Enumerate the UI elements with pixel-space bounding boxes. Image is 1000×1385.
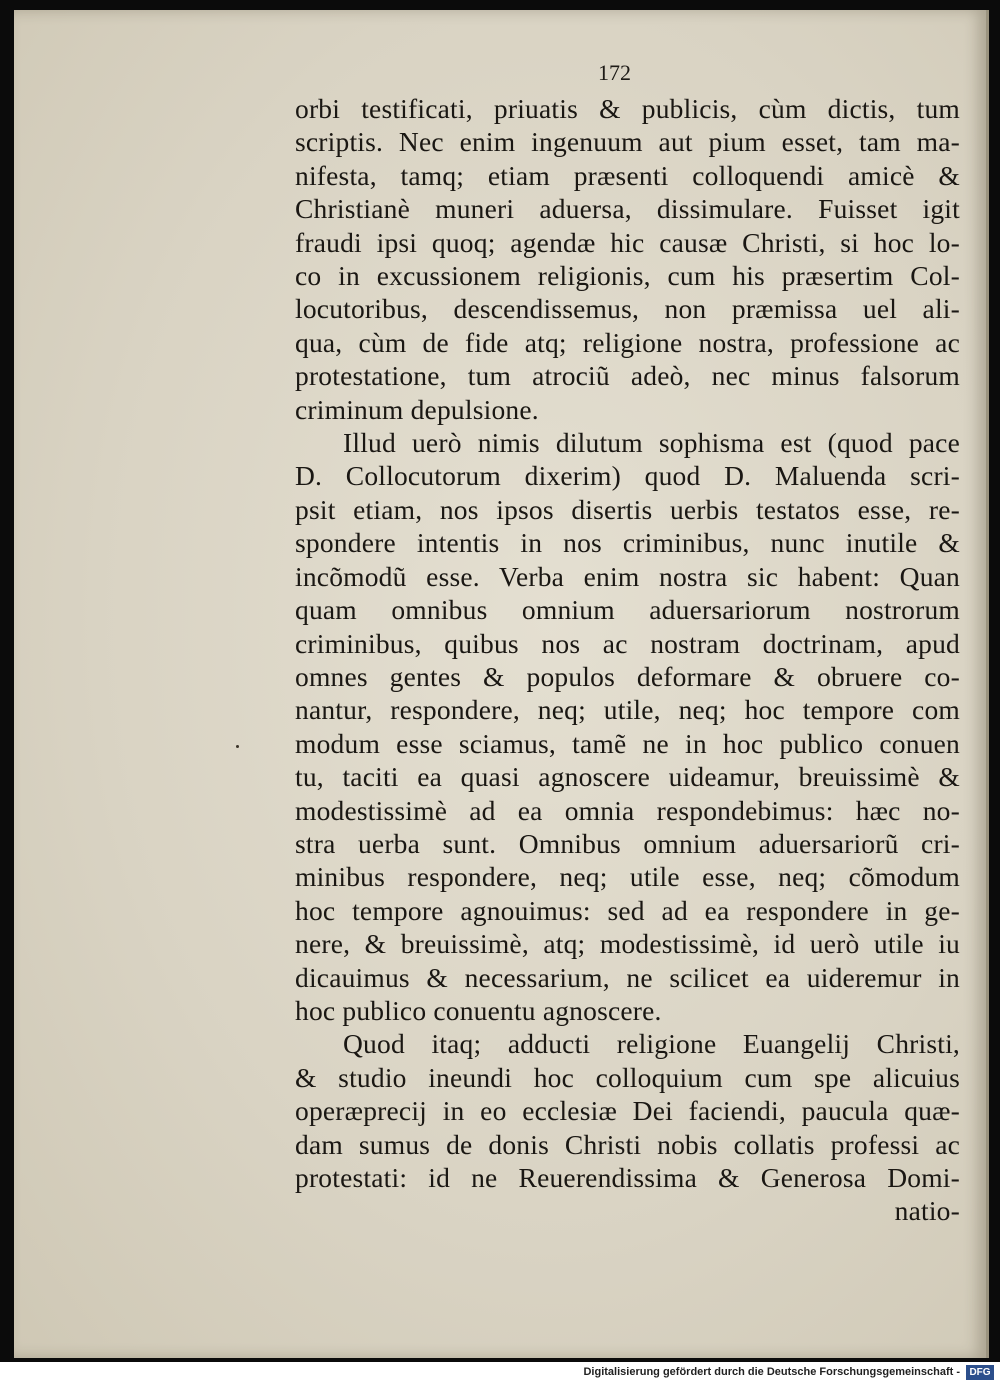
footer-bar	[0, 1362, 1000, 1385]
text-line: modum esse sciamus, tamẽ ne in hoc publico conuen	[295, 727, 960, 759]
text-line: minibus respondere, neq; utile esse, neq; cõmodum	[295, 861, 960, 893]
text-line: nifesta, tamq; etiam præsenti colloquendi amicè &	[295, 159, 960, 191]
text-line: qua, cùm de fide atq; religione nostra, professione ac	[295, 326, 960, 358]
text-line: fraudi ipsi quoq; agendæ hic causæ Christi, si hoc lo-	[295, 226, 960, 258]
paragraph-start-line: Quod itaq; adducti religione Euangelij Christi,	[343, 1028, 960, 1060]
text-line: co in excussionem religionis, cum his præsertim Col-	[295, 260, 960, 292]
dfg-logo: DFG	[966, 1365, 994, 1380]
text-line: psit etiam, nos ipsos disertis uerbis testatos esse, re-	[295, 493, 960, 525]
catchword: natio-	[894, 1195, 960, 1227]
text-line: criminibus, quibus nos ac nostram doctrinam, apud	[295, 627, 960, 659]
text-line: spondere intentis in nos criminibus, nunc inutile &	[295, 527, 960, 559]
text-line: dicauimus & necessarium, ne scilicet ea uideremur in	[295, 961, 960, 993]
text-line: locutoribus, descendissemus, non præmissa uel ali-	[295, 293, 960, 325]
text-line: orbi testificati, priuatis & publicis, cùm dictis, tum	[295, 93, 960, 124]
text-line: incõmodũ esse. Verba enim nostra sic habent: Quan	[295, 560, 960, 592]
text-line: protestatione, tum atrociũ adeò, nec minus falsorum	[295, 360, 960, 392]
paper-speck	[236, 745, 239, 748]
text-line: Christianè muneri aduersa, dissimulare. Fuisset igit	[295, 193, 960, 225]
text-line: nantur, respondere, neq; utile, neq; hoc tempore com	[295, 694, 960, 726]
text-line: tu, taciti ea quasi agnoscere uideamur, breuissimè &	[295, 761, 960, 793]
text-line: scriptis. Nec enim ingenuum aut pium esset, tam ma-	[295, 126, 960, 158]
page-number: 172	[598, 60, 631, 85]
text-line: nere, & breuissimè, atq; modestissimè, id uerò utile iu	[295, 928, 960, 960]
text-line: omnes gentes & populos deformare & obruere co-	[295, 660, 960, 692]
text-line: stra uerba sunt. Omnibus omnium aduersariorũ cri-	[295, 827, 960, 859]
text-line: hoc tempore agnouimus: sed ad ea respondere in ge-	[295, 894, 960, 926]
text-line: quam omnibus omnium aduersariorum nostrorum	[295, 594, 960, 626]
text-line: D. Collocutorum dixerim) quod D. Maluenda scri-	[295, 460, 960, 492]
text-line: hoc publico conuentu agnoscere.	[295, 994, 662, 1026]
text-line: dam sumus de donis Christi nobis collatis professi ac	[295, 1128, 960, 1160]
paragraph-start-line: Illud uerò nimis dilutum sophisma est (quod pace	[343, 427, 960, 459]
text-line: & studio ineundi hoc colloquium cum spe alicuius	[295, 1061, 960, 1093]
text-line: modestissimè ad ea omnia respondebimus: hæc no-	[295, 794, 960, 826]
text-line: operæprecij in eo ecclesiæ Dei faciendi, paucula quæ-	[295, 1095, 960, 1127]
text-line: protestati: id ne Reuerendissima & Generosa Domi-	[295, 1162, 960, 1193]
body-text	[295, 92, 960, 1228]
text-line: criminum depulsione.	[295, 393, 539, 425]
funding-credit: Digitalisierung gefördert durch die Deutsche Forschungsgemeinschaft -	[583, 1366, 960, 1378]
